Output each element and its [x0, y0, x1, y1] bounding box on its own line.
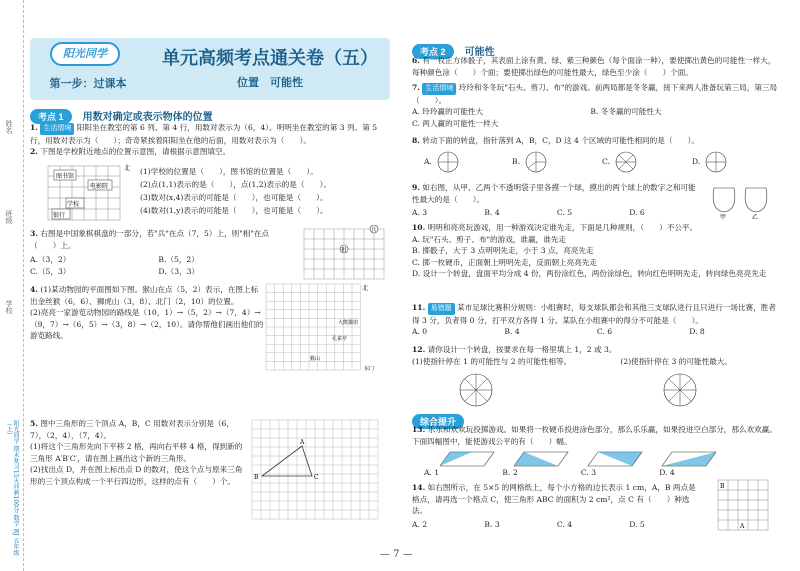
q14-option-d: D. 5 [629, 519, 645, 529]
point-b-label: B [254, 474, 259, 481]
bank-label: 银行 [53, 212, 66, 219]
spinner-c [614, 150, 638, 174]
q6-text: 有一枚正方体骰子，其表面上涂有黄、绿、紫三种颜色（每个面涂一种），要使掷出黄色的可能性一样大，每种颜色涂（ ）个面；要使掷出绿色的可能性最大，绿色至少涂（ ）个面。 [412, 56, 776, 77]
question-9: 9. 如右图，从甲、乙两个不透明袋子里各摸一个球，摸出的两个球上的数字之和可能性最大的是（ ）。 A. 3 B. 4 C. 5 D. 6 [412, 183, 696, 217]
q7-option-a: A. 玲玲赢的可能性大 [412, 107, 484, 116]
q11-text: 某市足球比赛积分规则：小组赛时，每支球队都会和其他三支球队进行且只进行一场比赛，胜者得 3 分，负者得 0 分，打平双方各得 1 分。某队在小组赛中的得分不可能是（ ）。 [412, 303, 776, 325]
question-10: 10. 明明和亮亮玩游戏，用一种游戏决定谁先走，下面是几种规则，（ ）不公平。 A. 玩"石头、剪子、布"的游戏，谁赢，谁先走 B. 掷骰子，大于 3 点明明先走，小于 3 点，亮亮先走 C. 掷一枚硬币，正面朝上明明先走，反面朝上亮亮先走 D. 设计一个转盘，盘面平均分成 4 份，两份涂红色，两份涂绿色，转向红色明明先走，转向绿色亮亮先走 [412, 222, 782, 280]
q13-option-b: B. 2 [502, 468, 518, 477]
q10-option-d: D. 设计一个转盘，盘面平均分成 4 份，两份涂红色，两份涂绿色，转向红色明明先走，转向绿色亮亮先走 [412, 269, 767, 278]
question-3: 3. 右图是中国象棋棋盘的一部分，若"兵"在点（7，5）上，则"相"在点（ ）上。 A.（3，2） B.（5，2） C.（5，3） D.（3，3） [30, 229, 270, 276]
q1-tag: 生活情境 [40, 123, 74, 135]
name-label: 姓名 [5, 120, 13, 134]
q8-option-c: C. [602, 157, 610, 166]
q7-tag: 生活情境 [422, 83, 456, 95]
library-label: 图书馆 [56, 173, 75, 180]
question-7: 7. 生活情境 玲玲和冬冬玩"石头、剪刀、布"的游戏。前两局都是冬冬赢，接下来两人准备玩第三局，第三局（ ）。 A. 玲玲赢的可能性大 B. 冬冬赢的可能性大 C. 两人赢的可能性一样大 [412, 82, 782, 129]
q3-option-a: A.（3，2） [30, 255, 71, 264]
page-number: — 7 — [380, 549, 413, 560]
q9-option-d: D. 6 [629, 208, 645, 217]
q13-option-a: A. 1 [424, 468, 440, 477]
q13-options [424, 467, 724, 479]
q8-text: 转动下面的转盘，指针落到 A，B，C，D 这 4 个区域的可能性相同的是（ ）。 [422, 136, 700, 145]
peacock-label: 孔雀亭 [332, 336, 348, 342]
school-label: 学校 [5, 300, 13, 314]
q12-spinner-2 [660, 370, 700, 410]
page-title: 单元高频考点通关卷（五） [162, 48, 378, 68]
question-12: 12. 请你设计一个转盘，按要求在每一格里填上 1，2 或 3。 (1)使指针停在 1 的可能性与 2 的可能性相等。 (2)使指针停在 3 的可能性最大。 [412, 345, 732, 366]
question-6: 6. 有一枚正方体骰子，其表面上涂有黄、绿、紫三种颜色（每个面涂一种），要使掷出黄色的可能性一样大，每种颜色涂（ ）个面；要使掷出绿色的可能性最大，绿色至少涂（ ）个面。 [412, 56, 776, 77]
q2-item-3: (3)数对(x,4)表示的可能是（ ），也可能是（ ）。 [140, 193, 328, 202]
q7-option-b: B. 冬冬赢的可能性大 [590, 107, 662, 116]
q4-text2: (2)亮亮一家游览动物园的路线是（10，1）→（5，2）→（7，4）→（9，7）→（6，5）→（3，8）→（2，10）。请你帮他们画出他们的游览路线。 [30, 308, 264, 340]
q12-text: 请你设计一个转盘，按要求在每一格里填上 1，2 或 3。 [427, 345, 617, 354]
q5-text1: 图中三角形的三个顶点 A，B，C 用数对表示分别是（6，7），（2，4），（7，4）。 [30, 419, 234, 440]
point-a-label: A [300, 439, 305, 446]
point-c-label: C [314, 474, 319, 481]
spinner-a [436, 150, 460, 174]
q5-text3: (2)找出点 D，并在图上标出点 D 的数对，使这个点与原来三角形的三个顶点构成一个平行四边形，这样的点有（ ）个。 [30, 465, 243, 486]
bag-jia-label: 甲 [720, 214, 727, 220]
q9-option-a: A. 3 [412, 208, 428, 217]
binding-strip [0, 0, 24, 571]
q5-triangle-grid [248, 416, 384, 528]
q3-option-c: C.（5，3） [30, 266, 71, 276]
q13-text: 乐乐和欢欢玩投掷游戏。如果将一枚硬币投进涂色部分，那么乐乐赢，如果投进空白部分，那么欢欢赢。下面四幅图中，能使游戏公平的有（ ）幅。 [412, 425, 777, 446]
kp1-title: 用数对确定或表示物体的位置 [82, 112, 213, 123]
q9-option-c: C. 5 [556, 208, 573, 217]
q12-sub2: (2)使指针停在 3 的可能性最大。 [620, 356, 732, 366]
question-11: 11. 易错题 某市足球比赛积分规则：小组赛时，每支球队都会和其他三支球队进行且只进行一场比赛，胜者得 3 分，负者得 0 分，打平双方各得 1 分。某队在小组赛中的得分不可能是（ ）。 A. 0 B. 4 C. 6 D. 8 [412, 303, 776, 336]
xiang-label: 相 [341, 247, 347, 254]
q3-option-d: D.（3，3） [158, 266, 200, 276]
class-label: 班级 [5, 210, 13, 224]
q4-zoo-grid [262, 282, 382, 382]
q9-text: 如右图，从甲、乙两个不透明袋子里各摸一个球，摸出的两个球上的数字之和可能性最大的是（ ）。 [412, 183, 696, 204]
q7-text: 玲玲和冬冬玩"石头、剪刀、布"的游戏。前两局都是冬冬赢，接下来两人准备玩第三局，第三局（ ）。 [412, 83, 778, 105]
q8-option-b: B. [512, 157, 520, 166]
north-label: 北 [124, 165, 131, 172]
q5-text2: (1)将这个三角形先向下平移 2 格，再向右平移 4 格，得到新的三角形 A′B′C′，请在图上画出这个新的三角形。 [30, 442, 243, 463]
step-label: 第一步：过课本 [49, 78, 127, 90]
q9-bags [706, 180, 776, 220]
q11-option-b: B. 4 [504, 327, 520, 336]
q13-option-c: C. 3 [580, 468, 597, 477]
school-map-label: 学校 [67, 201, 80, 208]
q14-option-a: A. 2 [412, 519, 428, 529]
q8-options [412, 150, 782, 178]
question-14: 14. 如右图所示，在 5×5 的网格纸上，每个小方格的边长表示 1 cm，A，B 两点是格点，请再选一个格点 C，使三角形 ABC 的面积为 2 cm²，点 C 有（ ）种选法。 A. 2 B. 3 C. 4 D. 5 [412, 483, 696, 529]
q2-map [40, 160, 132, 226]
bag-yi [745, 188, 767, 212]
q4-text1: (1)某动物园的平面图如下图。猴山在点（5，2）表示，在图上标出金丝猴（6，6）、狮虎山（3，8）、北门（2，10）的位置。 [30, 285, 259, 306]
question-8: 8. 转动下面的转盘，指针落到 A，B，C，D 这 4 个区域的可能性相同的是（ ）。 [412, 136, 700, 145]
q7-option-c: C. 两人赢的可能性一样大 [412, 118, 499, 128]
page-subtitle: 位置 可能性 [237, 77, 303, 89]
grid-point-b: B [720, 483, 725, 490]
q12-spinner-1 [456, 370, 496, 410]
question-2: 2. 下图是学校附近地点的位置示意图，请根据示意图填空。 [30, 147, 231, 156]
kp2-badge: 考点 2 [412, 44, 454, 59]
spinner-b [524, 150, 548, 174]
bag-jia [713, 188, 735, 212]
q13-parallelograms [430, 448, 730, 468]
q2-text: 下图是学校附近地点的位置示意图，请根据示意图填空。 [40, 147, 231, 156]
q3-chessboard [300, 225, 388, 283]
spinner-d [704, 150, 728, 174]
kp1-badge: 考点 1 [30, 109, 72, 124]
cinema-label: 电影院 [90, 183, 109, 190]
q2-items [140, 165, 385, 217]
question-13: 13. 乐乐和欢欢玩投掷游戏。如果将一枚硬币投进涂色部分，那么乐乐赢，如果投进空白部分，那么欢欢赢。下面四幅图中，能使游戏公平的有（ ）幅。 [412, 425, 777, 446]
q14-option-c: C. 4 [556, 519, 573, 529]
kp2-title: 可能性 [464, 47, 495, 58]
q10-option-b: B. 掷骰子，大于 3 点明明先走，小于 3 点，亮亮先走 [412, 246, 594, 255]
kp3-badge: 综合提升 [412, 414, 464, 429]
q10-option-a: A. 玩"石头、剪子、布"的游戏，谁赢，谁先走 [412, 234, 566, 244]
spine-text: 阳光同学 期末复习15天冲刺100分 数学 RJ 五年级（上） [5, 420, 19, 556]
q1-text: 阳阳坐在教室的第 6 列、第 4 行，用数对表示为（6，4）。明明坐在教室的第 3 列、第 5 行，用数对表示为（ ）；奇奇紧挨着阳阳坐在他的后面，用数对表示为（ ）。 [30, 123, 378, 145]
q11-tag: 易错题 [428, 303, 455, 315]
q14-option-b: B. 3 [484, 519, 500, 529]
q8-option-d: D. [692, 157, 701, 166]
q2-item-1: (1)学校的位置是（ ），图书馆的位置是（ ）。 [140, 167, 318, 176]
q10-text: 明明和亮亮玩游戏，用一种游戏决定谁先走，下面是几种规则，（ ）不公平。 [427, 223, 698, 232]
zoo-north-label: 北 [362, 285, 369, 292]
q11-option-d: D. 8 [689, 327, 705, 336]
bing-label: 兵 [371, 227, 377, 234]
q9-option-b: B. 4 [484, 208, 500, 217]
question-5: 5. 图中三角形的三个顶点 A，B，C 用数对表示分别是（6，7），（2，4），（7，4）。 (1)将这个三角形先向下平移 2 格，再向右平移 4 格，得到新的三角形 A′B′C′，请在图上画出这个新的三角形。 (2)找出点 D，并在图上标出点 D 的数对，使这个点与原来三角形的三个顶点构成一个平行四边形，这样的点有（ ）个。 [30, 418, 245, 487]
east-gate-label: 东门 [364, 366, 375, 372]
grid-point-a: A [740, 523, 745, 530]
q11-option-c: C. 6 [596, 327, 613, 336]
q3-option-b: B.（5，2） [158, 255, 199, 264]
bag-yi-label: 乙 [752, 214, 759, 220]
panda-label: 大熊猫馆 [338, 320, 359, 326]
question-1: 1. 生活情境 阳阳坐在教室的第 6 列、第 4 行，用数对表示为（6，4）。明明坐在教室的第 3 列、第 5 行，用数对表示为（ ）；奇奇紧挨着阳阳坐在他的后面，用数对表示为（ ）。 [30, 123, 378, 145]
q2-item-4: (4)数对(1,y)表示的可能是（ ），也可能是（ ）。 [140, 206, 328, 215]
triangle-abc [262, 446, 312, 476]
q2-item-2: (2)点(1,1)表示的是（ ），点(1,2)表示的是（ ）。 [140, 180, 332, 189]
q14-text: 如右图所示，在 5×5 的网格纸上，每个小方格的边长表示 1 cm，A，B 两点是格点，请再选一个格点 C，使三角形 ABC 的面积为 2 cm²，点 C 有（ ）种选法。 [412, 483, 696, 515]
q13-option-d: D. 4 [659, 468, 675, 477]
question-4: 4. (1)某动物园的平面图如下图。猴山在点（5，2）表示，在图上标出金丝猴（6，6）、狮虎山（3，8）、北门（2，10）的位置。 (2)亮亮一家游览动物园的路线是（10，1）→（5，2）→（7，4）→（9，7）→（6，5）→（3，8）→（2，10）。请你帮他们画出他们的游览路线。 [30, 285, 264, 340]
q14-grid [714, 478, 776, 532]
q10-option-c: C. 掷一枚硬币，正面朝上明明先走，反面朝上亮亮先走 [412, 257, 598, 267]
brand-logo: 阳光同学 [50, 42, 120, 66]
q12-sub1: (1)使指针停在 1 的可能性与 2 的可能性相等。 [412, 356, 572, 366]
q11-option-a: A. 0 [412, 327, 428, 336]
q8-option-a: A. [424, 157, 432, 166]
monkey-label: 猴山 [310, 356, 321, 362]
q3-text: 右图是中国象棋棋盘的一部分，若"兵"在点（7，5）上，则"相"在点（ ）上。 [30, 229, 270, 250]
